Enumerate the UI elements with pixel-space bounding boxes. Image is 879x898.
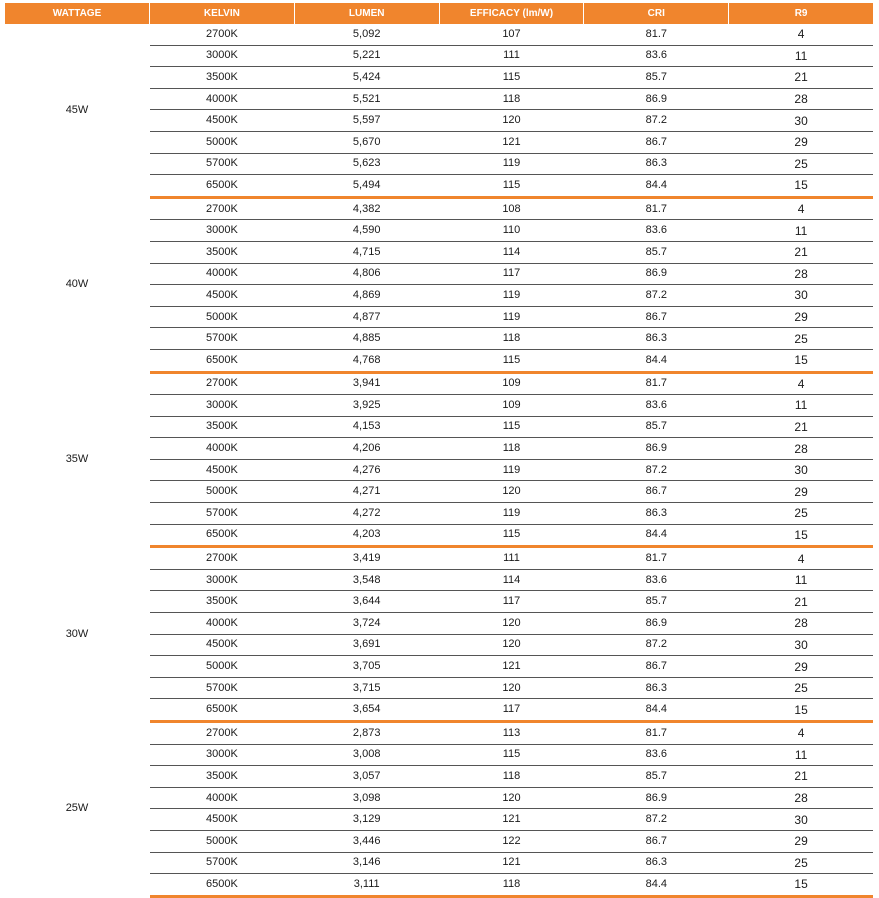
kelvin-cell: 5700K <box>150 503 295 525</box>
r9-cell: 15 <box>729 699 874 722</box>
lumen-cell: 3,941 <box>294 372 439 395</box>
kelvin-cell: 3500K <box>150 241 295 263</box>
efficacy-cell: 114 <box>439 241 584 263</box>
cri-cell: 86.3 <box>584 852 729 874</box>
cri-cell: 86.9 <box>584 613 729 635</box>
kelvin-cell: 2700K <box>150 547 295 570</box>
efficacy-cell: 109 <box>439 372 584 395</box>
col-header-lumen: LUMEN <box>294 3 439 24</box>
kelvin-cell: 3000K <box>150 45 295 67</box>
lumen-cell: 5,597 <box>294 110 439 132</box>
kelvin-cell: 3000K <box>150 744 295 766</box>
r9-cell: 15 <box>729 874 874 897</box>
efficacy-cell: 120 <box>439 677 584 699</box>
kelvin-cell: 4000K <box>150 787 295 809</box>
r9-cell: 4 <box>729 372 874 395</box>
cri-cell: 81.7 <box>584 547 729 570</box>
kelvin-cell: 5000K <box>150 481 295 503</box>
kelvin-cell: 5700K <box>150 328 295 350</box>
lumen-cell: 4,272 <box>294 503 439 525</box>
r9-cell: 11 <box>729 569 874 591</box>
cri-cell: 86.7 <box>584 306 729 328</box>
r9-cell: 29 <box>729 656 874 678</box>
kelvin-cell: 4000K <box>150 263 295 285</box>
cri-cell: 86.3 <box>584 677 729 699</box>
lumen-cell: 2,873 <box>294 722 439 745</box>
lumen-cell: 4,271 <box>294 481 439 503</box>
efficacy-cell: 120 <box>439 787 584 809</box>
cri-cell: 86.9 <box>584 88 729 110</box>
col-header-wattage: WATTAGE <box>5 3 150 24</box>
efficacy-cell: 118 <box>439 766 584 788</box>
kelvin-cell: 2700K <box>150 24 295 45</box>
cri-cell: 85.7 <box>584 766 729 788</box>
kelvin-cell: 4500K <box>150 809 295 831</box>
cri-cell: 87.2 <box>584 110 729 132</box>
r9-cell: 15 <box>729 175 874 198</box>
efficacy-cell: 117 <box>439 263 584 285</box>
kelvin-cell: 3500K <box>150 67 295 89</box>
lumen-cell: 4,206 <box>294 438 439 460</box>
kelvin-cell: 6500K <box>150 349 295 372</box>
cri-cell: 81.7 <box>584 372 729 395</box>
efficacy-cell: 115 <box>439 744 584 766</box>
kelvin-cell: 4000K <box>150 438 295 460</box>
kelvin-cell: 4000K <box>150 88 295 110</box>
lumen-cell: 3,644 <box>294 591 439 613</box>
r9-cell: 28 <box>729 88 874 110</box>
kelvin-cell: 5700K <box>150 153 295 175</box>
efficacy-cell: 121 <box>439 809 584 831</box>
efficacy-cell: 119 <box>439 459 584 481</box>
lumen-cell: 4,382 <box>294 197 439 220</box>
lumen-cell: 4,869 <box>294 285 439 307</box>
efficacy-cell: 122 <box>439 830 584 852</box>
r9-cell: 15 <box>729 349 874 372</box>
kelvin-cell: 5700K <box>150 852 295 874</box>
r9-cell: 30 <box>729 285 874 307</box>
lumen-cell: 3,146 <box>294 852 439 874</box>
cri-cell: 83.6 <box>584 395 729 417</box>
lumen-cell: 3,111 <box>294 874 439 897</box>
r9-cell: 30 <box>729 634 874 656</box>
cri-cell: 87.2 <box>584 634 729 656</box>
lumen-cell: 4,715 <box>294 241 439 263</box>
kelvin-cell: 2700K <box>150 722 295 745</box>
cri-cell: 87.2 <box>584 809 729 831</box>
cri-cell: 85.7 <box>584 241 729 263</box>
spec-table <box>4 3 874 898</box>
kelvin-cell: 6500K <box>150 699 295 722</box>
r9-cell: 30 <box>729 459 874 481</box>
table-body <box>5 24 874 896</box>
kelvin-cell: 4500K <box>150 110 295 132</box>
kelvin-cell: 6500K <box>150 175 295 198</box>
efficacy-cell: 110 <box>439 220 584 242</box>
r9-cell: 11 <box>729 395 874 417</box>
lumen-cell: 4,806 <box>294 263 439 285</box>
kelvin-cell: 6500K <box>150 524 295 547</box>
efficacy-cell: 121 <box>439 852 584 874</box>
kelvin-cell: 4500K <box>150 285 295 307</box>
r9-cell: 29 <box>729 830 874 852</box>
cri-cell: 83.6 <box>584 220 729 242</box>
lumen-cell: 5,092 <box>294 24 439 45</box>
efficacy-cell: 121 <box>439 656 584 678</box>
lumen-cell: 5,424 <box>294 67 439 89</box>
cri-cell: 86.7 <box>584 830 729 852</box>
cri-cell: 84.4 <box>584 874 729 897</box>
r9-cell: 25 <box>729 852 874 874</box>
kelvin-cell: 5000K <box>150 656 295 678</box>
efficacy-cell: 111 <box>439 45 584 67</box>
lumen-cell: 4,885 <box>294 328 439 350</box>
table-row <box>5 547 874 570</box>
efficacy-cell: 119 <box>439 285 584 307</box>
efficacy-cell: 118 <box>439 438 584 460</box>
cri-cell: 81.7 <box>584 197 729 220</box>
r9-cell: 28 <box>729 263 874 285</box>
lumen-cell: 5,670 <box>294 131 439 153</box>
wattage-cell: 40W <box>65 278 89 291</box>
col-header-r9: R9 <box>729 3 874 24</box>
kelvin-cell: 3000K <box>150 220 295 242</box>
lumen-cell: 5,623 <box>294 153 439 175</box>
col-header-efficacy: EFFICACY (lm/W) <box>439 3 584 24</box>
lumen-cell: 3,419 <box>294 547 439 570</box>
lumen-cell: 4,153 <box>294 416 439 438</box>
cri-cell: 85.7 <box>584 591 729 613</box>
cri-cell: 86.3 <box>584 328 729 350</box>
wattage-cell: 30W <box>65 627 89 640</box>
lumen-cell: 3,691 <box>294 634 439 656</box>
efficacy-cell: 118 <box>439 874 584 897</box>
wattage-cell: 25W <box>65 802 89 815</box>
efficacy-cell: 115 <box>439 175 584 198</box>
r9-cell: 25 <box>729 677 874 699</box>
cri-cell: 85.7 <box>584 67 729 89</box>
kelvin-cell: 5000K <box>150 306 295 328</box>
efficacy-cell: 115 <box>439 524 584 547</box>
cri-cell: 83.6 <box>584 569 729 591</box>
kelvin-cell: 3500K <box>150 591 295 613</box>
r9-cell: 29 <box>729 306 874 328</box>
efficacy-cell: 108 <box>439 197 584 220</box>
lumen-cell: 3,098 <box>294 787 439 809</box>
lumen-cell: 3,715 <box>294 677 439 699</box>
r9-cell: 11 <box>729 45 874 67</box>
r9-cell: 11 <box>729 744 874 766</box>
r9-cell: 21 <box>729 766 874 788</box>
kelvin-cell: 4000K <box>150 613 295 635</box>
efficacy-cell: 119 <box>439 503 584 525</box>
efficacy-cell: 115 <box>439 416 584 438</box>
r9-cell: 21 <box>729 591 874 613</box>
efficacy-cell: 118 <box>439 328 584 350</box>
r9-cell: 15 <box>729 524 874 547</box>
r9-cell: 4 <box>729 197 874 220</box>
efficacy-cell: 119 <box>439 306 584 328</box>
table-header <box>5 3 874 24</box>
r9-cell: 25 <box>729 153 874 175</box>
cri-cell: 83.6 <box>584 45 729 67</box>
table-row <box>5 24 874 45</box>
lumen-cell: 3,724 <box>294 613 439 635</box>
table-row <box>5 722 874 745</box>
r9-cell: 21 <box>729 67 874 89</box>
efficacy-cell: 115 <box>439 67 584 89</box>
r9-cell: 28 <box>729 787 874 809</box>
col-header-cri: CRI <box>584 3 729 24</box>
cri-cell: 84.4 <box>584 175 729 198</box>
cri-cell: 83.6 <box>584 744 729 766</box>
r9-cell: 21 <box>729 416 874 438</box>
efficacy-cell: 117 <box>439 591 584 613</box>
cri-cell: 85.7 <box>584 416 729 438</box>
kelvin-cell: 3500K <box>150 416 295 438</box>
r9-cell: 28 <box>729 438 874 460</box>
efficacy-cell: 121 <box>439 131 584 153</box>
lumen-cell: 3,008 <box>294 744 439 766</box>
r9-cell: 29 <box>729 131 874 153</box>
efficacy-cell: 114 <box>439 569 584 591</box>
r9-cell: 30 <box>729 110 874 132</box>
cri-cell: 86.7 <box>584 131 729 153</box>
lumen-cell: 5,521 <box>294 88 439 110</box>
cri-cell: 84.4 <box>584 524 729 547</box>
efficacy-cell: 120 <box>439 613 584 635</box>
efficacy-cell: 117 <box>439 699 584 722</box>
lumen-cell: 3,129 <box>294 809 439 831</box>
r9-cell: 11 <box>729 220 874 242</box>
lumen-cell: 5,221 <box>294 45 439 67</box>
kelvin-cell: 2700K <box>150 372 295 395</box>
kelvin-cell: 5700K <box>150 677 295 699</box>
col-header-kelvin: KELVIN <box>150 3 295 24</box>
r9-cell: 21 <box>729 241 874 263</box>
cri-cell: 86.9 <box>584 787 729 809</box>
efficacy-cell: 120 <box>439 481 584 503</box>
kelvin-cell: 3000K <box>150 569 295 591</box>
wattage-cell: 35W <box>65 452 89 465</box>
lumen-cell: 4,276 <box>294 459 439 481</box>
efficacy-cell: 109 <box>439 395 584 417</box>
lumen-cell: 3,446 <box>294 830 439 852</box>
r9-cell: 29 <box>729 481 874 503</box>
cri-cell: 86.9 <box>584 438 729 460</box>
efficacy-cell: 120 <box>439 634 584 656</box>
efficacy-cell: 118 <box>439 88 584 110</box>
lumen-cell: 3,057 <box>294 766 439 788</box>
efficacy-cell: 107 <box>439 24 584 45</box>
lumen-cell: 3,654 <box>294 699 439 722</box>
kelvin-cell: 5000K <box>150 830 295 852</box>
kelvin-cell: 2700K <box>150 197 295 220</box>
r9-cell: 25 <box>729 503 874 525</box>
lumen-cell: 3,548 <box>294 569 439 591</box>
kelvin-cell: 3000K <box>150 395 295 417</box>
table-row <box>5 197 874 220</box>
r9-cell: 30 <box>729 809 874 831</box>
cri-cell: 86.9 <box>584 263 729 285</box>
cri-cell: 81.7 <box>584 722 729 745</box>
kelvin-cell: 3500K <box>150 766 295 788</box>
efficacy-cell: 115 <box>439 349 584 372</box>
lumen-cell: 4,877 <box>294 306 439 328</box>
efficacy-cell: 120 <box>439 110 584 132</box>
lumen-cell: 4,768 <box>294 349 439 372</box>
efficacy-cell: 119 <box>439 153 584 175</box>
cri-cell: 87.2 <box>584 285 729 307</box>
cri-cell: 86.3 <box>584 503 729 525</box>
efficacy-cell: 113 <box>439 722 584 745</box>
r9-cell: 25 <box>729 328 874 350</box>
cri-cell: 87.2 <box>584 459 729 481</box>
cri-cell: 86.7 <box>584 481 729 503</box>
cri-cell: 86.7 <box>584 656 729 678</box>
kelvin-cell: 4500K <box>150 459 295 481</box>
kelvin-cell: 6500K <box>150 874 295 897</box>
lumen-cell: 5,494 <box>294 175 439 198</box>
r9-cell: 28 <box>729 613 874 635</box>
cri-cell: 84.4 <box>584 699 729 722</box>
wattage-cell: 45W <box>65 104 89 117</box>
lumen-cell: 3,705 <box>294 656 439 678</box>
lumen-cell: 3,925 <box>294 395 439 417</box>
table-row <box>5 372 874 395</box>
r9-cell: 4 <box>729 722 874 745</box>
lumen-cell: 4,203 <box>294 524 439 547</box>
r9-cell: 4 <box>729 547 874 570</box>
cri-cell: 81.7 <box>584 24 729 45</box>
header-row <box>5 3 874 24</box>
efficacy-cell: 111 <box>439 547 584 570</box>
kelvin-cell: 5000K <box>150 131 295 153</box>
cri-cell: 86.3 <box>584 153 729 175</box>
r9-cell: 4 <box>729 24 874 45</box>
kelvin-cell: 4500K <box>150 634 295 656</box>
lumen-cell: 4,590 <box>294 220 439 242</box>
cri-cell: 84.4 <box>584 349 729 372</box>
